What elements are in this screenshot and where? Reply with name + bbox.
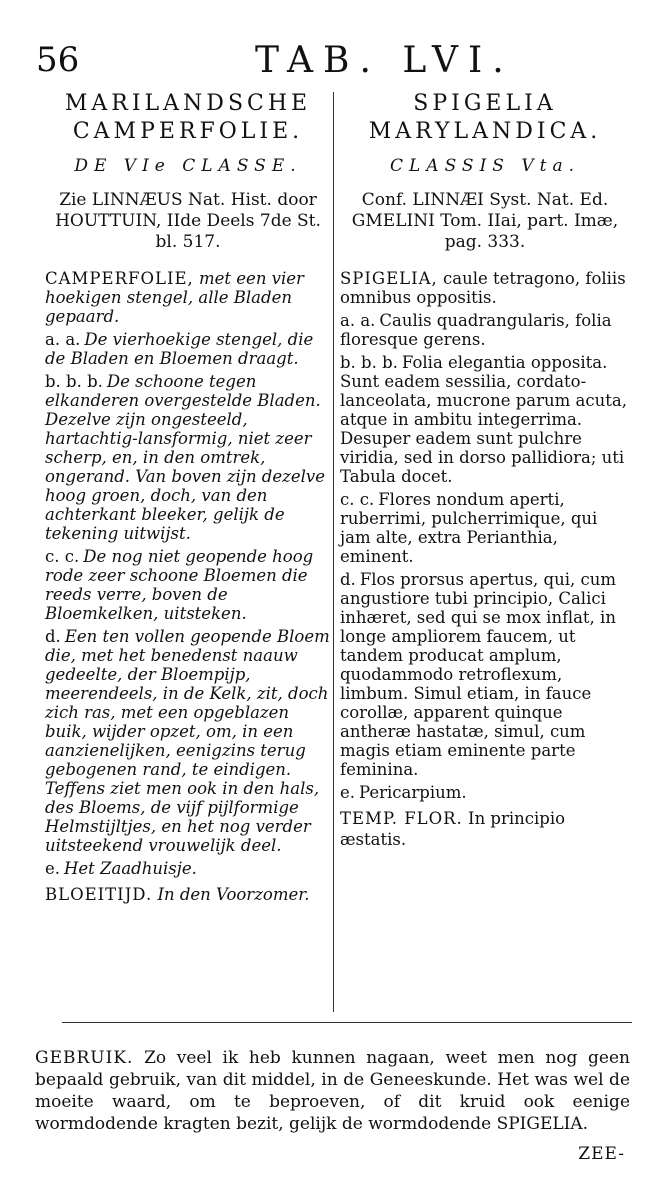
latin-bloom-time [340,808,630,850]
latin-entry [340,353,630,486]
plate-title: TAB. LVI. [255,40,514,81]
dutch-class-label: DE VIe CLASSE. [74,156,302,176]
usage-head: GEBRUIK. [35,1048,134,1068]
usage-text: Zo veel ik heb kunnen nagaan, weet men nog geen bepaald gebruik, van dit middel, in de Geneeskunde. Het was wel de moeite waard, om te beproeven, of dit kruid ook eenige wormdodende kragten bezit, gelijk de wormdodende SPIGELIA. [35,1048,631,1134]
dutch-intro-head: CAMPERFOLIE, [45,269,194,288]
footer-rule [62,1022,632,1023]
dutch-bloom-time [45,884,331,905]
dutch-intro [45,269,331,326]
entry-text: De vierhoekige stengel, die de Bladen en Bloemen draagt. [45,330,314,368]
latin-intro-text: caule tetragono, foliis omnibus oppositis. [340,269,626,307]
latin-entry [340,570,630,779]
latin-class-label: CLASSIS Vta. [390,156,580,176]
dutch-bloom-text: In den Voorzomer. [157,885,310,904]
latin-reference: Conf. LINNÆI Syst. Nat. Ed. GMELINI Tom. IIai, part. Imæ, pag. 333. [351,190,619,252]
entry-label: d. [340,570,356,589]
latin-entry [340,783,630,802]
page-header [0,0,663,90]
latin-intro-head: SPIGELIA, [340,269,438,288]
entry-text: Een ten vollen geopende Bloem die, met het benedenst naauw gedeelte, der Bloempijp, meerendeels, in de Kelk, zit, doch zich ras, met een opgeblazen buik, wijder opzet, om, in een aanzienelijken, eenigzins terug gebogenen rand, te eindigen. Teffens ziet men ook in den hals, des Bloems, de vijf pijlformige Helmstijltjes, en het nog verder uitsteekend vrouwelijk deel. [45,627,330,855]
latin-bloom-head: TEMP. FLOR. [340,809,463,828]
entry-label: c. c. [340,490,375,509]
dutch-reference: Zie LINNÆUS Nat. Hist. door HOUTTUIN, IIde Deels 7de St. bl. 517. [55,190,321,252]
entry-text: De nog niet geopende hoog rode zeer schoone Bloemen die reeds verre, boven de Bloemkelken, uitsteken. [45,547,314,623]
column-divider [333,92,334,1012]
entry-label: c. c. [45,547,80,566]
catchword: ZEE- [578,1144,625,1164]
latin-title-line-2: MARYLANDICA. [368,119,602,144]
dutch-entry [45,547,331,623]
entry-text: Het Zaadhuisje. [64,859,197,878]
entry-label: b. b. b. [45,372,103,391]
latin-title-line-1: SPIGELIA [413,91,557,116]
latin-column [340,90,630,854]
dutch-bloom-head: BLOEITIJD. [45,885,153,904]
entry-label: a. a. [45,330,81,349]
dutch-title-line-1: MARILANDSCHE [64,91,312,116]
entry-label: a. a. [340,311,376,330]
entry-label: e. [45,859,61,878]
latin-entry [340,490,630,566]
latin-intro [340,269,630,307]
entry-text: Pericarpium. [359,783,467,802]
entry-text: Caulis quadrangularis, folia floresque gerens. [340,311,612,349]
dutch-entry [45,859,331,878]
latin-bloom-text: In principio æstatis. [340,809,566,849]
dutch-column [45,90,331,909]
entry-text: Folia elegantia opposita. Sunt eadem sessilia, cordato-lanceolata, mucrone parum acuta, atque in ambitu integerrima. Desuper eadem sunt pulchre viridia, sed in dorso pallidiora; uti Tabula docet. [340,353,627,486]
page-number: 56 [36,40,80,80]
entry-text: De schoone tegen elkanderen overgestelde Bladen. Dezelve zijn ongesteeld, hartachtig-lansformig, niet zeer scherp, en, in den omtrek, ongerand. Van boven zijn dezelve hoog groen, doch, van den achterkant bleeker, gelijk de tekening uitwijst. [45,372,325,543]
dutch-entry [45,627,331,855]
entry-text: Flores nondum aperti, ruberrimi, pulcherrimique, qui jam alte, extra Perianthia, eminent. [340,490,598,566]
latin-entry [340,311,630,349]
dutch-entry [45,372,331,543]
entry-label: d. [45,627,61,646]
usage-paragraph [35,1047,630,1135]
dutch-intro-text: met een vier hoekigen stengel, alle Bladen gepaard. [45,269,304,326]
entry-label: b. b. b. [340,353,398,372]
dutch-entry [45,330,331,368]
entry-text: Flos prorsus apertus, qui, cum angustiore tubi principio, Calici inhæret, sed qui se mox inflat, in longe ampliorem faucem, ut tandem producat amplum, quodammodo retroflexum, limbum. Simul etiam, in fauce corollæ, apparent quinque antheræ hastatæ, simul, cum magis etiam eminente parte feminina. [340,570,616,779]
entry-label: e. [340,783,356,802]
dutch-title-line-2: CAMPERFOLIE. [72,119,304,144]
